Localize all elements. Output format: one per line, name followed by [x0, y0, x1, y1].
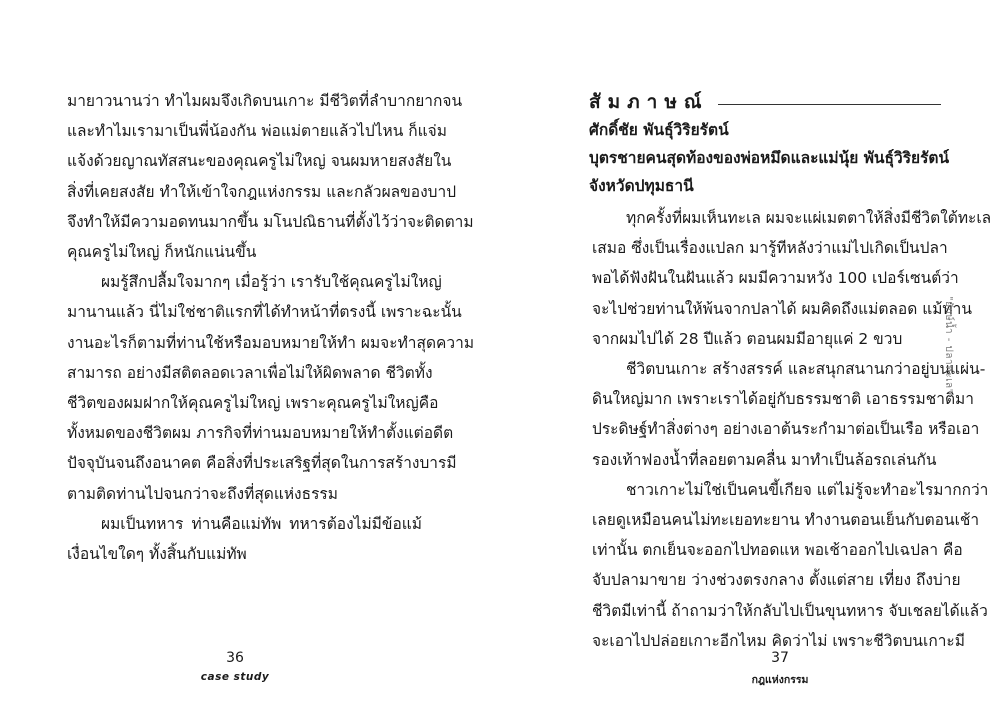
interviewee-relation: บุตรชายคนสุดท้องของพ่อหมึดและแม่นุ้ย พันธุ์วิริยรัตน์ [589, 149, 950, 167]
text-line: เท่านั้น ตกเย็นจะออกไปทอดแห พอเช้าออกไปเฉปลา คือ [592, 541, 963, 560]
left-page-body [67, 86, 475, 569]
text-line: คุณครูไม่ใหญ่ ก็หนักแน่นขึ้น [67, 243, 257, 262]
text-line: ตามติดท่านไปจนกว่าจะถึงที่สุดแห่งธรรม [67, 484, 338, 503]
left-page-footer: case study [200, 671, 270, 683]
text-line: จากผมไปได้ 28 ปีแล้ว ตอนผมมีอายุแค่ 2 ขวบ [592, 329, 903, 348]
text-line: งานอะไรก็ตามที่ท่านใช้หรือมอบหมายให้ทำ ผมจะทำสุดความ [67, 333, 475, 352]
text-line: ทั้งหมดของชีวิตผม ภารกิจที่ท่านมอบหมายให้ทำตั้งแต่อดีต [67, 424, 454, 443]
right-page [500, 0, 1000, 707]
text-line: ทุกครั้งที่ผมเห็นทะเล ผมจะแผ่เมตตาให้สิ่งมีชีวิตใต้ทะเล [626, 209, 992, 227]
text-line: ชีวิตบนเกาะ สร้างสรรค์ และสนุกสนานกว่าอยู่บนแผ่น- [626, 360, 986, 379]
text-line: เลยดูเหมือนคนไม่ทะเยอทะยาน ทำงานตอนเย็นกับตอนเช้า [592, 511, 980, 530]
text-line: ชาวเกาะไม่ใช่เป็นคนขี้เกียจ แต่ไม่รู้จะทำอะไรมากกว่า [626, 480, 989, 499]
section-heading [589, 88, 941, 116]
text-line: จับปลามาขาย ว่างช่วงตรงกลาง ตั้งแต่สาย เที่ยง ถึงบ่าย [592, 571, 961, 590]
section-label: สัมภาษณ์ [589, 91, 709, 113]
text-line: ดินใหญ่มาก เพราะเราได้อยู่กับธรรมชาติ เอาธรรมชาติมา [592, 390, 974, 409]
side-chapter-title: "ยักษ์น้ำ - ปลาทะเล" [943, 296, 954, 394]
text-line: ประดิษฐ์ทำสิ่งต่างๆ อย่างเอาต้นระกำมาต่อเป็นเรือ หรือเอา [592, 420, 980, 439]
interviewee-province: จังหวัดปทุมธานี [589, 177, 694, 195]
text-line: จะไปช่วยท่านให้พ้นจากปลาได้ ผมคิดถึงแม่ตลอด แม้ท่าน [592, 299, 972, 318]
text-line: พอได้ฟังฝันในฝันแล้ว ผมมีความหวัง 100 เปอร์เซนต์ว่า [592, 269, 959, 288]
right-page-number: 37 [771, 650, 789, 666]
text-line: ปัจจุบันจนถึงอนาคต คือสิ่งที่ประเสริฐที่สุดในการสร้างบารมี [67, 454, 457, 473]
text-line: มายาวนานว่า ทำไมผมจึงเกิดบนเกาะ มีชีวิตที่ลำบากยากจน [67, 92, 463, 110]
text-line: สิ่งที่เคยสงสัย ทำให้เข้าใจกฎแห่งกรรม และกลัวผลของบาป [67, 182, 457, 201]
interviewee-name: ศักดิ์ชัย พันธุ์วิริยรัตน์ [589, 121, 729, 139]
text-line: ผมเป็นทหาร ท่านคือแม่ทัพ ทหารต้องไม่มีข้อแม้ [101, 514, 422, 533]
interview-header [589, 88, 950, 200]
text-line: ผมรู้สึกปลื้มใจมากๆ เมื่อรู้ว่า เรารับใช้คุณครูไม่ใหญ่ [101, 273, 442, 292]
text-line: เงื่อนไขใดๆ ทั้งสิ้นกับแม่ทัพ [67, 545, 247, 564]
text-line: ชีวิตของผมฝากให้คุณครูไม่ใหญ่ เพราะคุณครูไม่ใหญ่คือ [67, 394, 439, 413]
text-line: จะเอาไปปล่อยเกาะอีกไหม คิดว่าไม่ เพราะชีวิตบนเกาะมี [592, 631, 965, 650]
text-line: รองเท้าฟองน้ำที่ลอยตามคลื่น มาทำเป็นล้อรถเล่นกัน [592, 450, 937, 469]
text-line: แจ้งด้วยญาณทัสสนะของคุณครูไม่ใหญ่ จนผมหายสงสัยใน [67, 152, 452, 171]
text-line: ชีวิตมีเท่านี้ ถ้าถามว่าให้กลับไปเป็นขุนทหาร จับเชลยได้แล้ว [592, 601, 988, 620]
text-line: จึงทำให้มีความอดทนมากขึ้น มโนปณิธานที่ตั้งไว้ว่าจะติดตาม [67, 212, 474, 231]
heading-rule [718, 104, 941, 105]
right-page-footer: กฎแห่งกรรม [751, 674, 809, 686]
text-line: สามารถ อย่างมีสติตลอดเวลาเพื่อไม่ให้ผิดพลาด ชีวิตทั้ง [67, 363, 433, 382]
text-line: มานานแล้ว นี่ไม่ใช่ชาติแรกที่ได้ทำหน้าที่ตรงนี้ เพราะฉะนั้น [67, 303, 462, 322]
text-line: เสมอ ซึ่งเป็นเรื่องแปลก มารู้ทีหลังว่าแม่ไปเกิดเป็นปลา [592, 239, 948, 258]
left-page-number: 36 [226, 650, 244, 666]
text-line: และทำไมเรามาเป็นพี่น้องกัน พ่อแม่ตายแล้วไปไหน ก็แจ่ม [67, 122, 447, 141]
